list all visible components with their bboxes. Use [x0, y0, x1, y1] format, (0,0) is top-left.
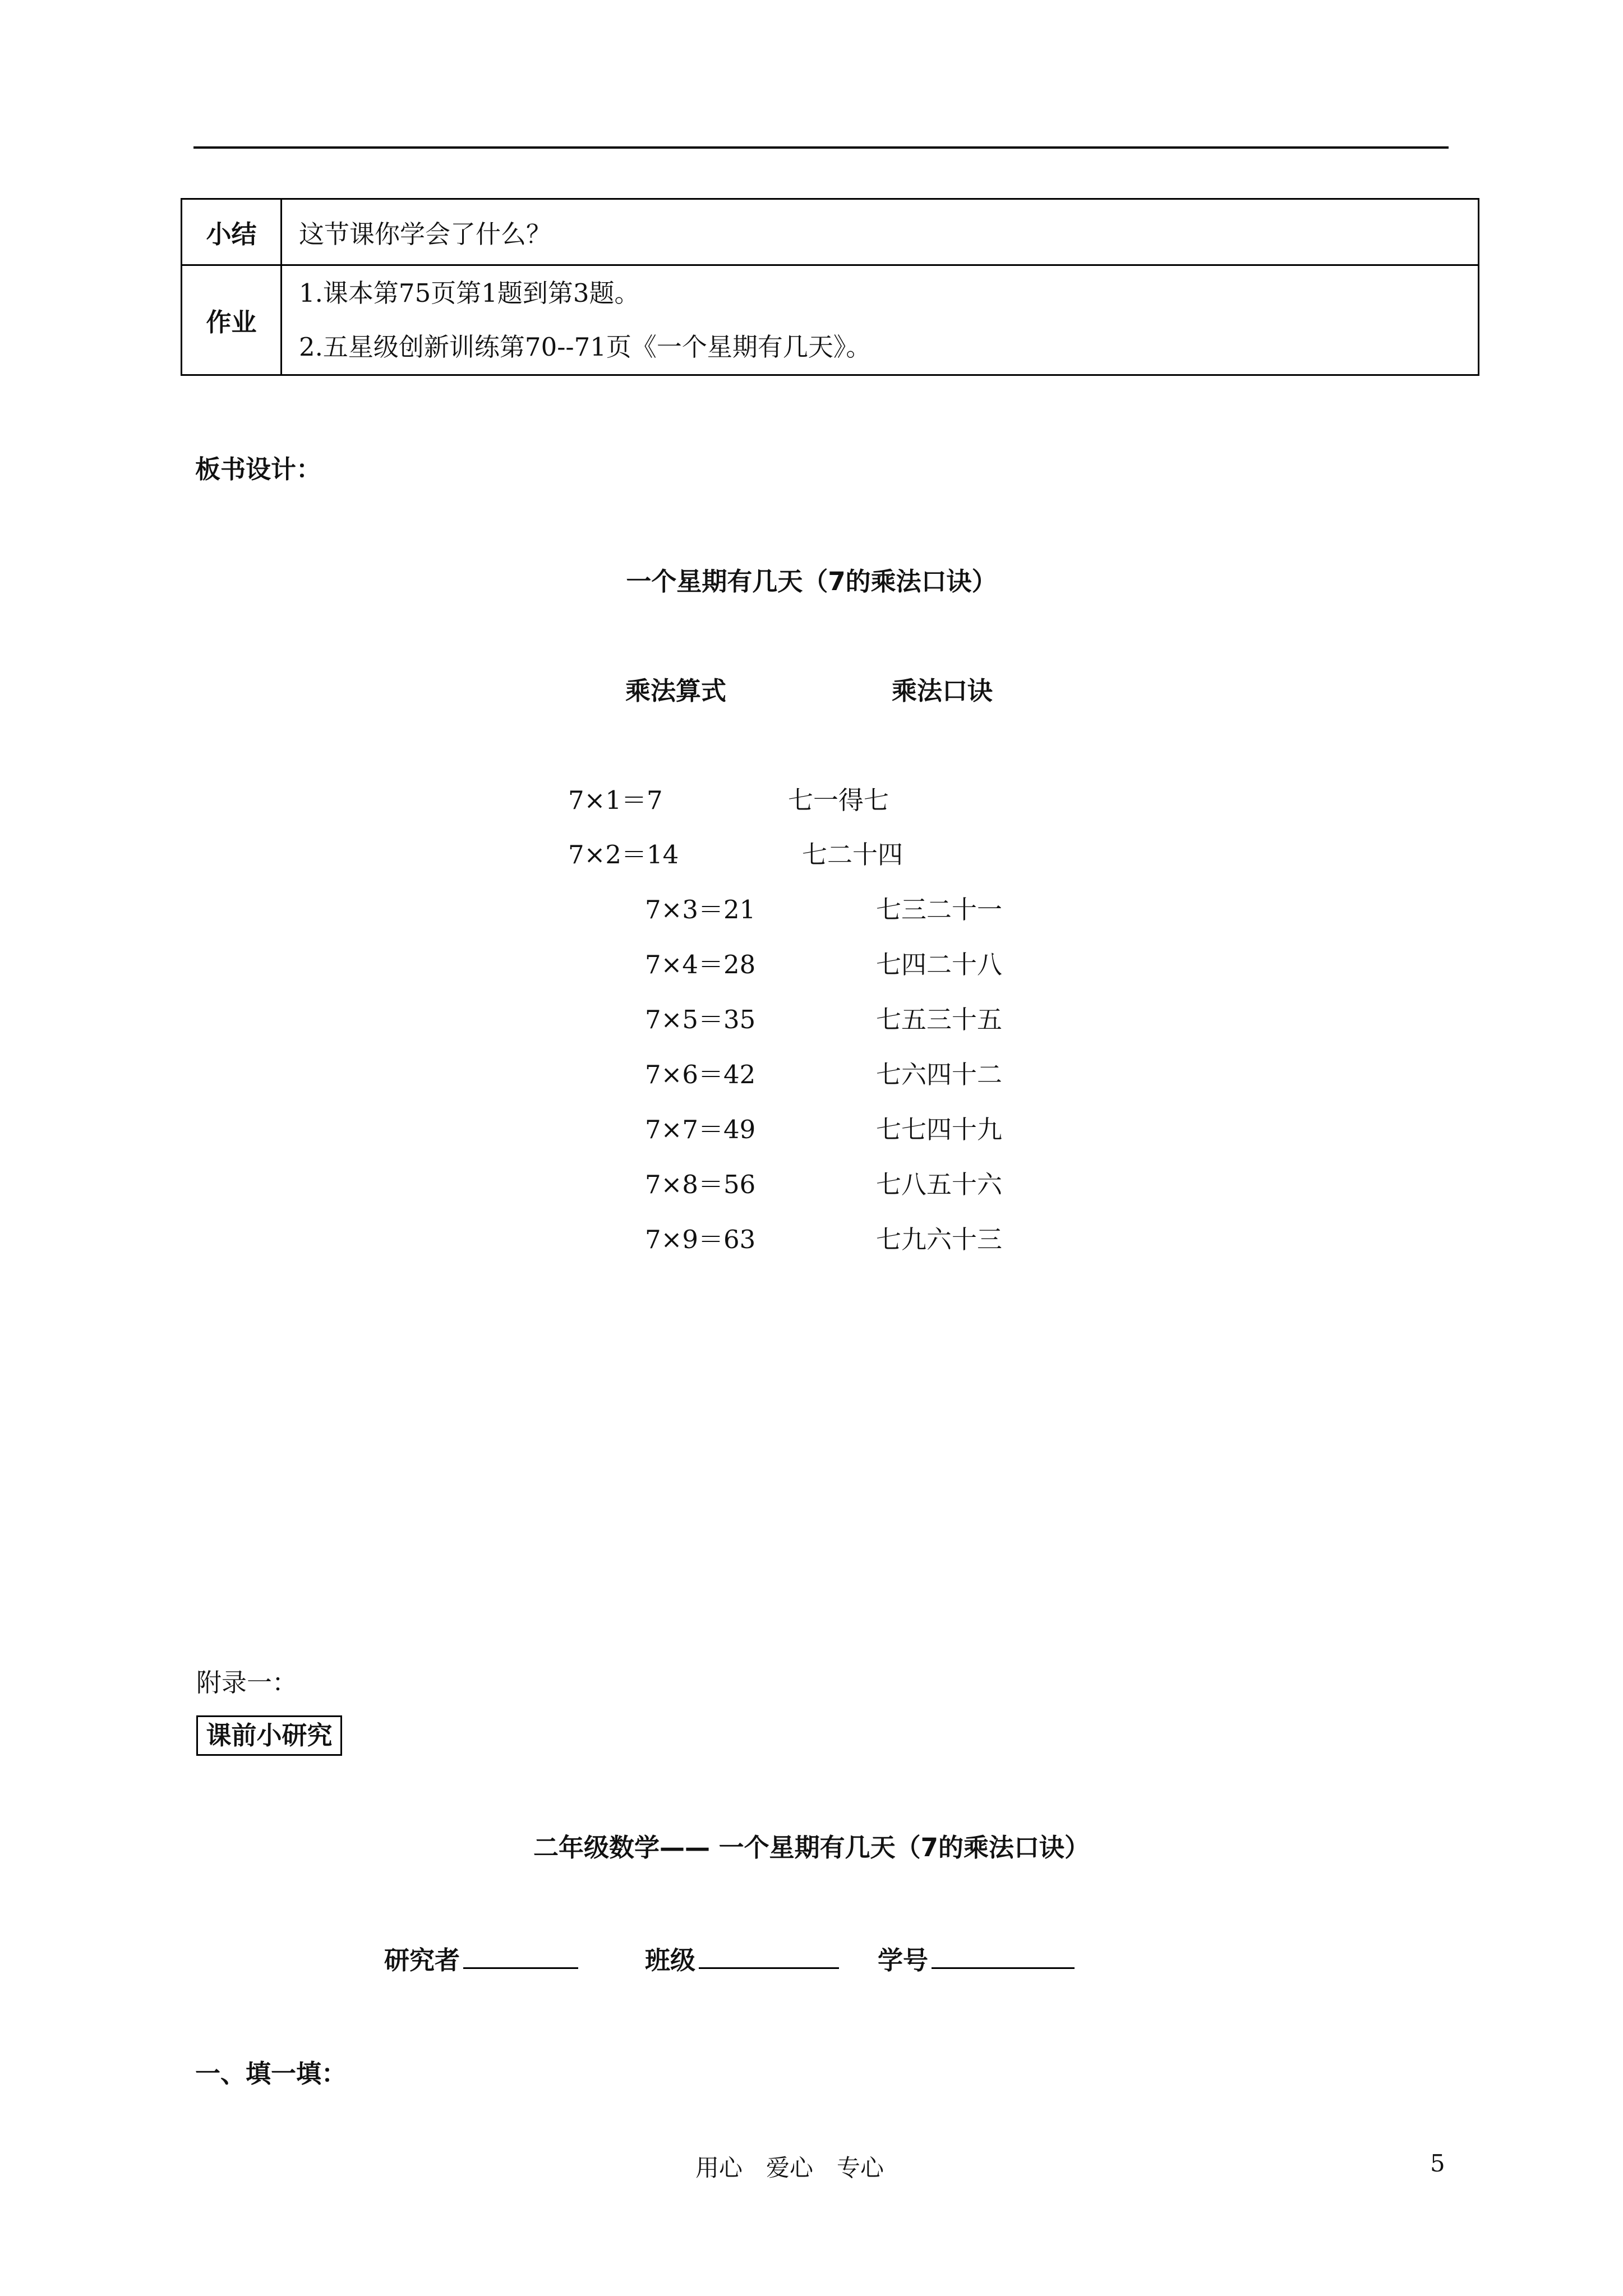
- rhyme-row-7: 七七四十九: [876, 1115, 1003, 1144]
- researcher-label: 研究者: [384, 1945, 460, 1975]
- board-design-label: 板书设计：: [195, 454, 322, 484]
- header-rule: [193, 146, 1449, 149]
- formula-row-2: 7×2＝14: [568, 840, 679, 869]
- homework-item: 1.课本第75页第1题到第3题。: [299, 278, 640, 308]
- class-label: 班级: [645, 1945, 696, 1975]
- researcher-blank[interactable]: [463, 1943, 578, 1969]
- formula-row-6: 7×6＝42: [645, 1060, 756, 1089]
- rhyme-row-3: 七三二十一: [876, 895, 1003, 924]
- section-one-heading: 一、填一填：: [195, 2059, 347, 2088]
- rhyme-row-8: 七八五十六: [876, 1170, 1003, 1199]
- summary-label: 小结: [182, 199, 282, 265]
- footer-motto: 用心 爱心 专心: [695, 2154, 884, 2182]
- rhyme-row-5: 七五三十五: [876, 1005, 1003, 1034]
- page-number: 5: [1430, 2150, 1445, 2177]
- summary-row: [182, 199, 1479, 265]
- class-blank[interactable]: [699, 1943, 839, 1969]
- appendix-label: 附录一：: [196, 1668, 298, 1697]
- worksheet-title: 二年级数学—— 一个星期有几天（7的乘法口诀）: [533, 1833, 1090, 1862]
- researcher-field: [384, 1940, 578, 1976]
- formula-row-5: 7×5＝35: [645, 1005, 756, 1034]
- formula-row-1: 7×1＝7: [568, 785, 663, 815]
- student-number-label: 学号: [878, 1945, 929, 1975]
- student-number-blank[interactable]: [932, 1943, 1075, 1969]
- column-header-rhyme: 乘法口诀: [892, 676, 993, 706]
- formula-row-8: 7×8＝56: [645, 1170, 756, 1199]
- rhyme-row-2: 七二十四: [802, 840, 903, 869]
- column-header-formula: 乘法算式: [625, 676, 727, 706]
- homework-label: 作业: [182, 265, 282, 375]
- rhyme-row-1: 七一得七: [788, 785, 889, 815]
- rhyme-row-4: 七四二十八: [876, 950, 1003, 979]
- summary-text: 这节课你学会了什么？: [282, 199, 1479, 265]
- class-field: [645, 1940, 839, 1976]
- formula-row-7: 7×7＝49: [645, 1115, 756, 1144]
- formula-row-3: 7×3＝21: [645, 895, 756, 924]
- homework-items: [282, 265, 1479, 375]
- student-number-field: [878, 1940, 1075, 1976]
- rhyme-row-9: 七九六十三: [876, 1225, 1003, 1254]
- rhyme-row-6: 七六四十二: [876, 1060, 1003, 1089]
- lesson-table: [181, 198, 1479, 376]
- pre-class-study-box: 课前小研究: [196, 1715, 342, 1756]
- formula-row-4: 7×4＝28: [645, 950, 756, 979]
- formula-row-9: 7×9＝63: [645, 1225, 756, 1254]
- homework-row: [182, 265, 1479, 375]
- board-title: 一个星期有几天（7的乘法口诀）: [626, 567, 997, 596]
- homework-item: 2.五星级创新训练第70--71页《一个星期有几天》。: [299, 332, 872, 362]
